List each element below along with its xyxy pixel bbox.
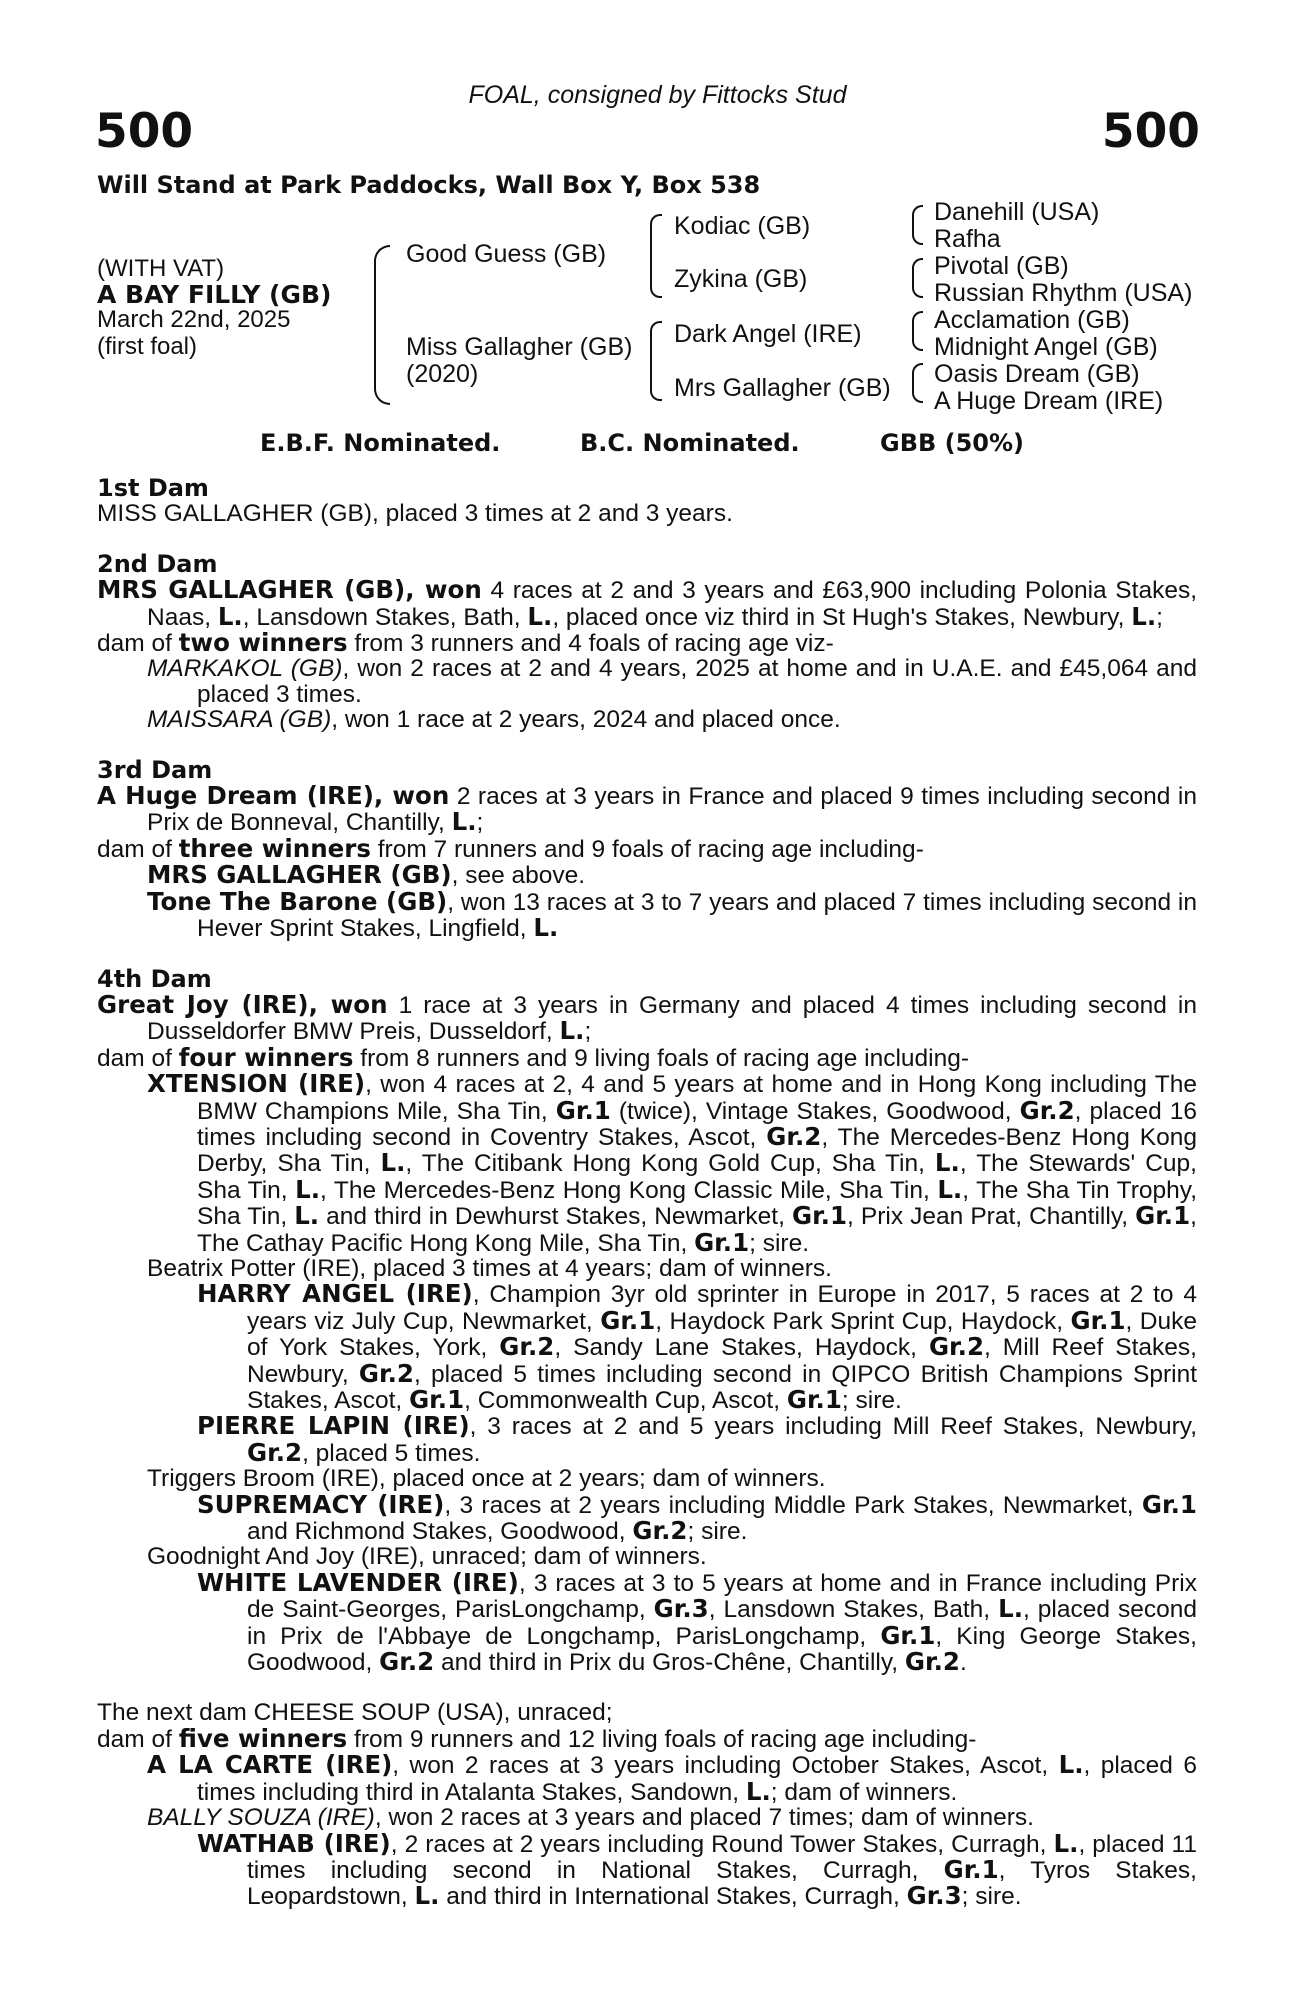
next-dam-line: The next dam CHEESE SOUP (USA), unraced; bbox=[97, 1699, 613, 1727]
horse-name: A BAY FILLY (GB) bbox=[97, 280, 332, 309]
pedigree-brace-1 bbox=[374, 245, 390, 405]
produce-wathab: WATHAB (IRE), 2 races at 2 years including Round Tower Stakes, Curragh, L., placed 11 times including second in National Stakes, Curragh, Gr.1, Tyros Stakes, Leopardstown, L. and third in International Stakes, Curragh, Gr.3; sire. bbox=[197, 1828, 1197, 1911]
pedigree-ssd: Rafha bbox=[934, 225, 1001, 253]
foaling-date: March 22nd, 2025 bbox=[97, 306, 291, 333]
pedigree-dsd: Midnight Angel (GB) bbox=[934, 333, 1158, 361]
pedigree-brace-2a bbox=[650, 214, 662, 298]
second-dam-produce-summary: dam of two winners from 3 runners and 4 foals of racing age viz- bbox=[97, 628, 834, 658]
pedigree-sss: Danehill (USA) bbox=[934, 198, 1100, 226]
pedigree-dam-sire: Dark Angel (IRE) bbox=[674, 320, 862, 348]
fourth-dam-produce-summary: dam of four winners from 8 runners and 9 living foals of racing age including- bbox=[97, 1042, 970, 1072]
pedigree-brace-3a bbox=[912, 205, 923, 245]
third-dam-name: A Huge Dream (IRE), won bbox=[97, 781, 450, 811]
second-dam-heading: 2nd Dam bbox=[97, 549, 218, 578]
pedigree-dam: Miss Gallagher (GB) bbox=[406, 333, 633, 361]
produce-mrs-gallagher: MRS GALLAGHER (GB), see above. bbox=[147, 860, 586, 890]
produce-bally-souza: BALLY SOUZA (IRE), won 2 races at 3 years and placed 7 times; dam of winners. bbox=[147, 1804, 1034, 1832]
pedigree-brace-3d bbox=[912, 363, 923, 403]
stand-location: Will Stand at Park Paddocks, Wall Box Y, Box 538 bbox=[97, 171, 761, 199]
produce-triggers-broom: Triggers Broom (IRE), placed once at 2 years; dam of winners. bbox=[147, 1465, 826, 1493]
first-dam-heading: 1st Dam bbox=[97, 474, 209, 502]
pedigree-dam-dam: Mrs Gallagher (GB) bbox=[674, 374, 891, 402]
pedigree-dam-year: (2020) bbox=[406, 360, 479, 388]
produce-markakol: MARKAKOL (GB), won 2 races at 2 and 4 years, 2025 at home and in U.A.E. and £45,064 and placed 3 times. bbox=[147, 655, 1198, 708]
fourth-dam-heading: 4th Dam bbox=[97, 964, 212, 993]
second-dam-name: MRS GALLAGHER (GB), won bbox=[97, 575, 482, 605]
catalogue-body bbox=[97, 476, 1197, 1910]
pedigree-dss: Acclamation (GB) bbox=[934, 306, 1130, 334]
gbb-percent: GBB (50%) bbox=[880, 429, 1025, 457]
bc-nominated: B.C. Nominated. bbox=[580, 429, 800, 457]
produce-white-lavender: WHITE LAVENDER (IRE), 3 races at 3 to 5 years at home and in France including Prix de Saint-Georges, ParisLongchamp, Gr.3, Lansdown Stakes, Bath, L., placed second in Prix de l'Abbaye de Longchamp, ParisLongchamp, Gr.1, King George Stakes, Goodwood, Gr.2 and third in Prix du Gros-Chêne, Chantilly, Gr.2. bbox=[197, 1567, 1197, 1677]
third-dam-heading: 3rd Dam bbox=[97, 755, 213, 784]
produce-tone-the-barone: Tone The Barone (GB), won 13 races at 3 to 7 years and placed 7 times including second in Hever Sprint Stakes, Lingfield, L. bbox=[147, 886, 1197, 943]
produce-beatrix-potter: Beatrix Potter (IRE), placed 3 times at 4 years; dam of winners. bbox=[147, 1254, 832, 1282]
fourth-dam-entry: Great Joy (IRE), won 1 race at 3 years in Germany and placed 4 times including second in Dusseldorfer BMW Preis, Dusseldorf, L.; bbox=[97, 989, 1197, 1046]
produce-supremacy: SUPREMACY (IRE), 3 races at 2 years including Middle Park Stakes, Newmarket, Gr.1 and Richmond Stakes, Goodwood, Gr.2; sire. bbox=[197, 1489, 1197, 1546]
next-dam-produce-summary: dam of five winners from 9 runners and 12 living foals of racing age including- bbox=[97, 1723, 977, 1753]
pedigree-sdd: Russian Rhythm (USA) bbox=[934, 279, 1193, 307]
ebf-nominated: E.B.F. Nominated. bbox=[260, 429, 501, 457]
pedigree-dds: Oasis Dream (GB) bbox=[934, 360, 1140, 388]
produce-a-la-carte: A LA CARTE (IRE), won 2 races at 3 years including October Stakes, Ascot, L., placed 6 times including third in Atalanta Stakes, Sandown, L.; dam of winners. bbox=[147, 1750, 1197, 1806]
produce-xtension: XTENSION (IRE), won 4 races at 2, 4 and 5 years at home and in Hong Kong including The BMW Champions Mile, Sha Tin, Gr.1 (twice), Vintage Stakes, Goodwood, Gr.2, placed 16 times including second in Coventry Stakes, Ascot, Gr.2, The Mercedes-Benz Hong Kong Derby, Sha Tin, L., The Citibank Hong Kong Gold Cup, Sha Tin, L., The Stewards' Cup, Sha Tin, L., The Mercedes-Benz Hong Kong Classic Mile, Sha Tin, L., The Sha Tin Trophy, Sha Tin, L. and third in Dewhurst Stakes, Newmarket, Gr.1, Prix Jean Prat, Chantilly, Gr.1, The Cathay Pacific Hong Kong Mile, Sha Tin, Gr.1; sire. bbox=[147, 1069, 1198, 1257]
produce-pierre-lapin: PIERRE LAPIN (IRE), 3 races at 2 and 5 years including Mill Reef Stakes, Newbury, Gr.2, placed 5 times. bbox=[197, 1411, 1197, 1467]
consignor-line: FOAL, consigned by Fittocks Stud bbox=[468, 81, 847, 109]
second-dam-entry: MRS GALLAGHER (GB), won 4 races at 2 and 3 years and £63,900 including Polonia Stakes, Naas, L., Lansdown Stakes, Bath, L., placed once viz third in St Hugh's Stakes, Newbury, L.; bbox=[97, 575, 1198, 631]
foal-note: (first foal) bbox=[97, 333, 198, 360]
pedigree-sire-sire: Kodiac (GB) bbox=[674, 212, 811, 240]
produce-maissara: MAISSARA (GB), won 1 race at 2 years, 2024 and placed once. bbox=[147, 706, 841, 734]
produce-harry-angel: HARRY ANGEL (IRE), Champion 3yr old sprinter in Europe in 2017, 5 races at 2 to 4 years viz July Cup, Newmarket, Gr.1, Haydock Park Sprint Cup, Haydock, Gr.1, Duke of York Stakes, York, Gr.2, Sandy Lane Stakes, Haydock, Gr.2, Mill Reef Stakes, Newbury, Gr.2, placed 5 times including second in QIPCO British Champions Sprint Stakes, Ascot, Gr.1, Commonwealth Cup, Ascot, Gr.1; sire. bbox=[197, 1279, 1198, 1414]
third-dam-produce-summary: dam of three winners from 7 runners and 9 foals of racing age including- bbox=[97, 833, 924, 863]
vat-note: (WITH VAT) bbox=[97, 255, 225, 282]
pedigree-sire-dam: Zykina (GB) bbox=[674, 265, 808, 293]
pedigree-sire: Good Guess (GB) bbox=[406, 240, 607, 268]
produce-goodnight-and-joy: Goodnight And Joy (IRE), unraced; dam of winners. bbox=[147, 1543, 707, 1571]
pedigree-ddd: A Huge Dream (IRE) bbox=[934, 387, 1164, 415]
lot-number-left: 500 bbox=[95, 104, 194, 159]
pedigree-brace-3b bbox=[912, 258, 923, 298]
pedigree-sds: Pivotal (GB) bbox=[934, 252, 1069, 280]
pedigree-brace-3c bbox=[912, 311, 923, 351]
first-dam-text: MISS GALLAGHER (GB), placed 3 times at 2 and 3 years. bbox=[97, 500, 733, 528]
lot-number-right: 500 bbox=[1101, 104, 1200, 159]
third-dam-entry: A Huge Dream (IRE), won 2 races at 3 years in France and placed 9 times including second in Prix de Bonneval, Chantilly, L.; bbox=[97, 781, 1197, 837]
pedigree-brace-2b bbox=[650, 321, 662, 401]
fourth-dam-name: Great Joy (IRE), won bbox=[97, 989, 388, 1019]
